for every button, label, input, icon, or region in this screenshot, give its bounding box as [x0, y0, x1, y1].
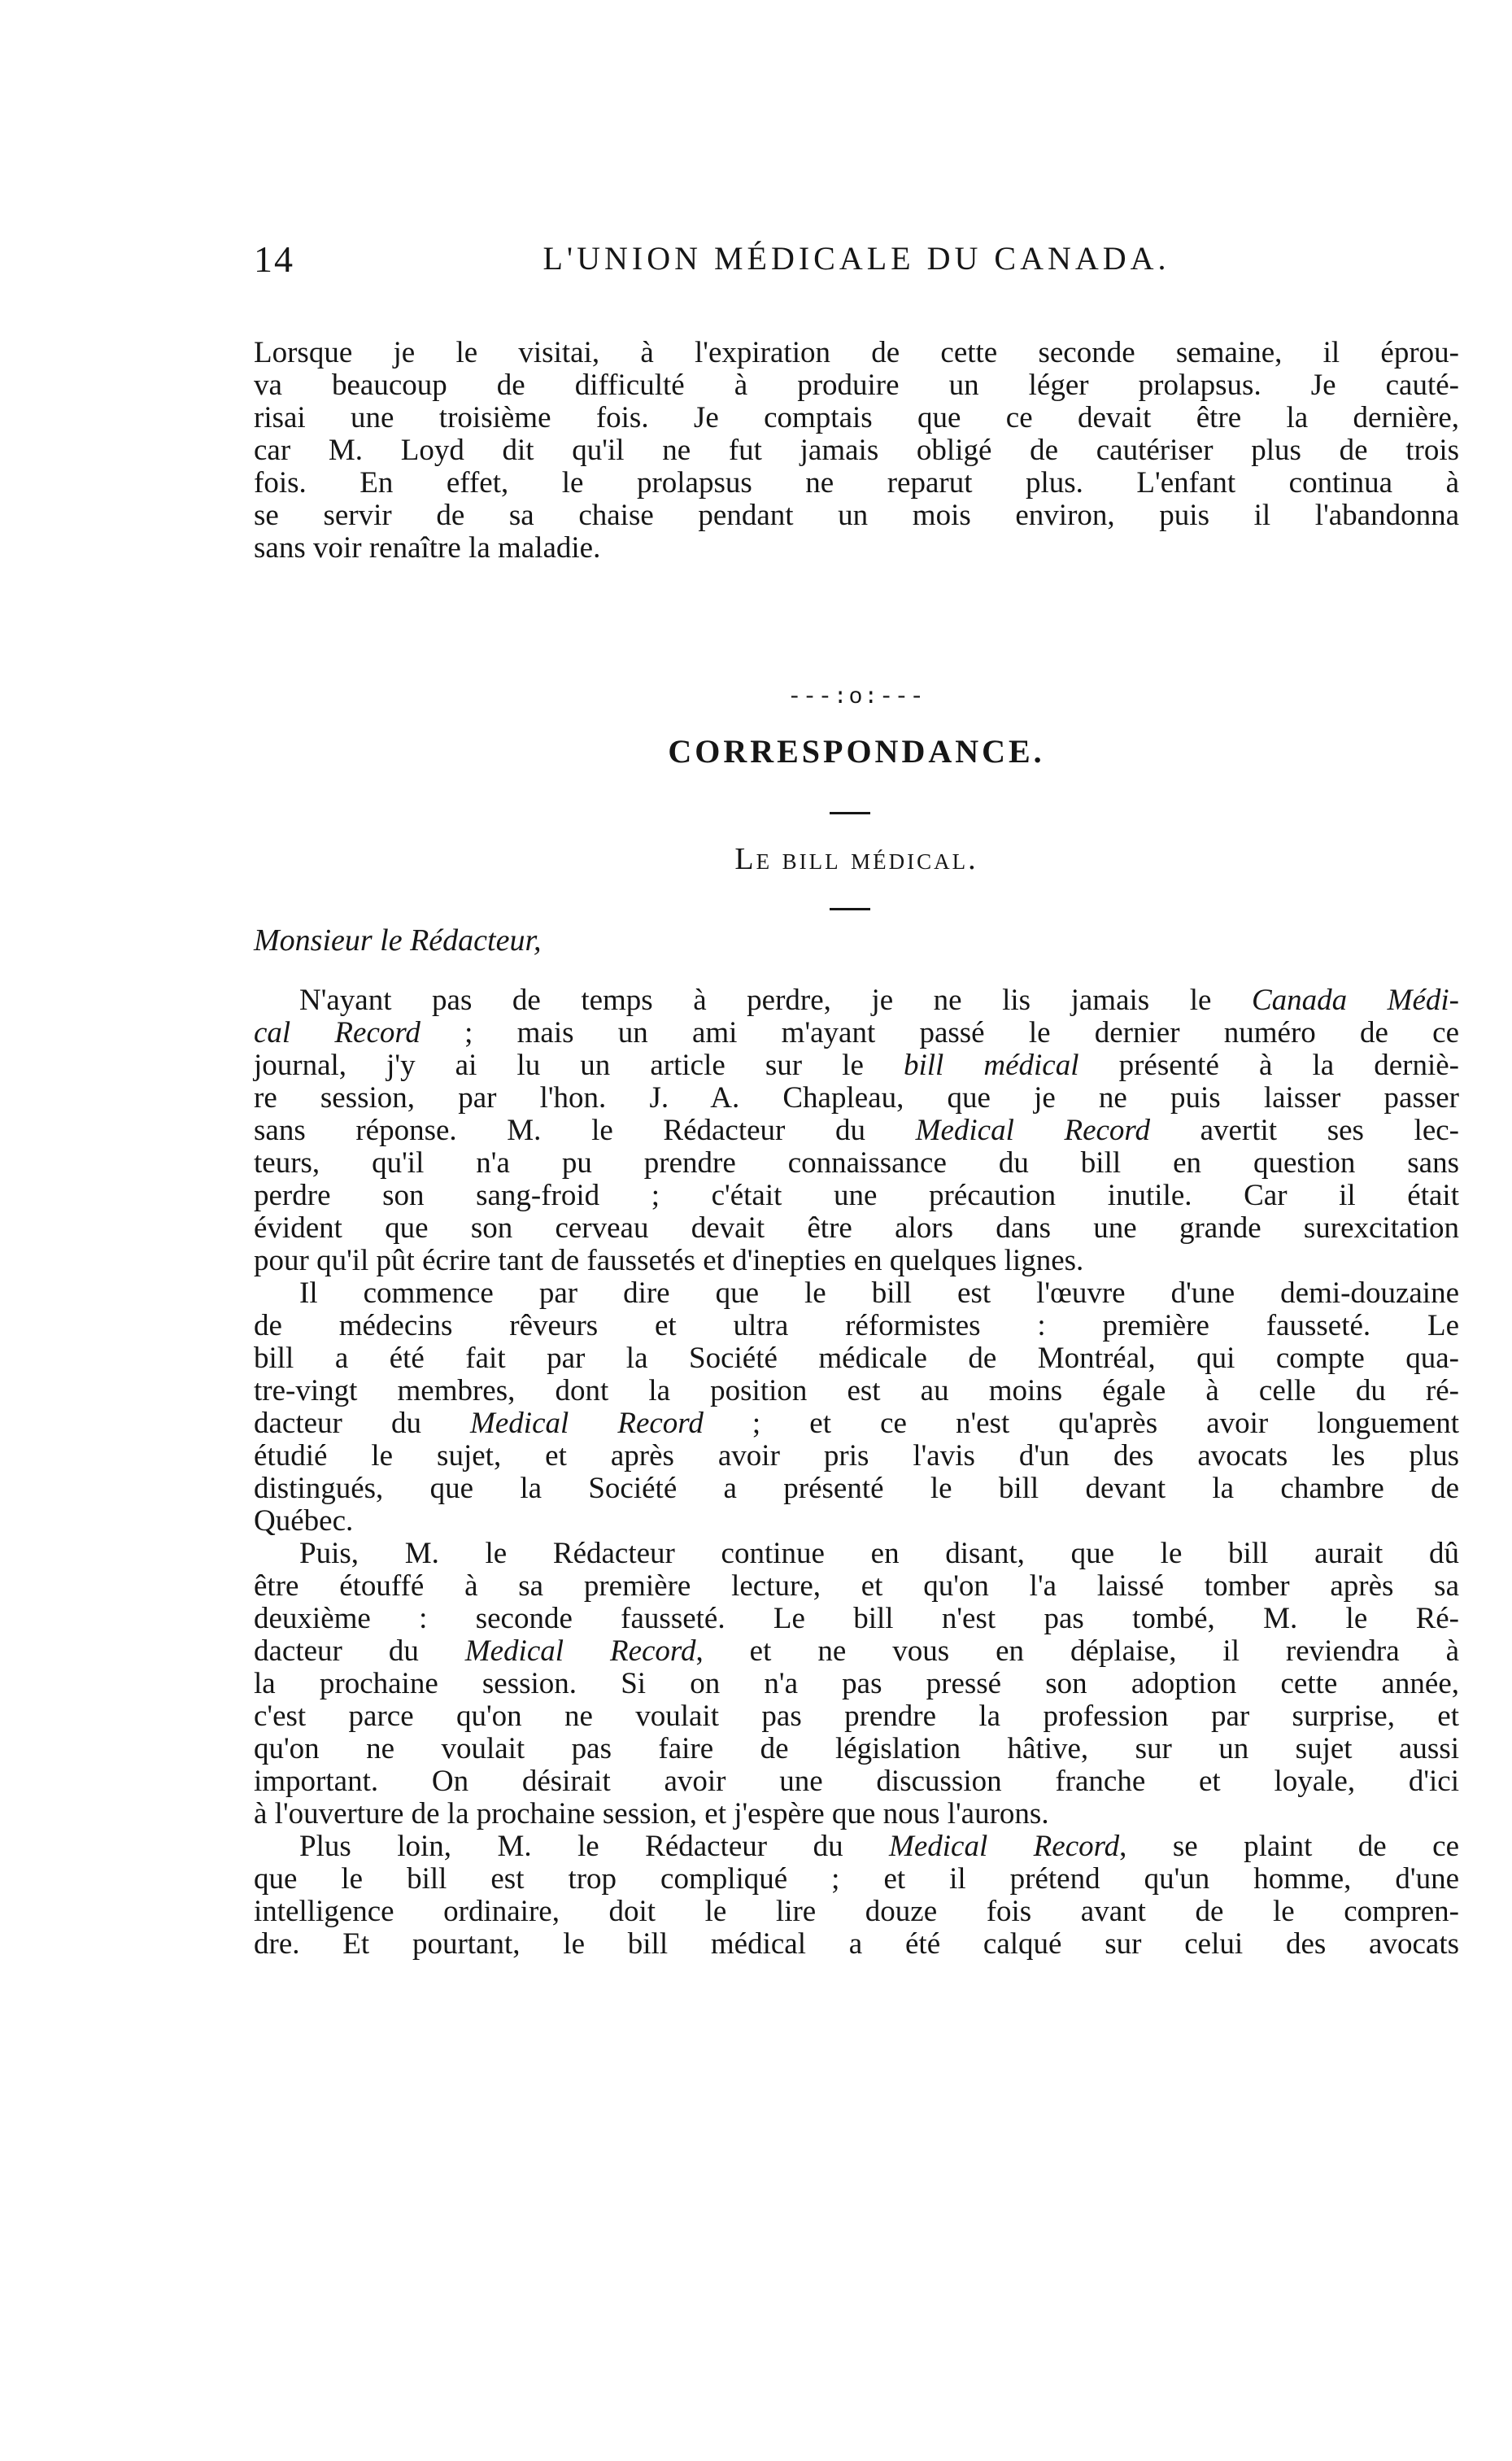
section-separator: ---:o:--- — [787, 685, 926, 710]
text-line — [254, 1505, 1459, 1538]
text-line — [254, 1668, 1459, 1700]
text-line: se servir de sa chaise pendant un mois environ, puis il l'abandonna — [254, 499, 1459, 532]
line-text: dacteur du — [254, 1634, 465, 1668]
text-line — [254, 1115, 1459, 1147]
text-line — [254, 1798, 1459, 1830]
text-line — [254, 1765, 1459, 1798]
letter-lines — [254, 984, 1459, 1961]
text-line — [254, 1017, 1459, 1049]
line-text: présenté à la derniè- — [1078, 1049, 1459, 1082]
italic-title: Medical Record — [470, 1407, 704, 1440]
text-line — [254, 1310, 1459, 1342]
line-text: Québec. — [254, 1504, 354, 1538]
line-text: tre-vingt membres, dont la position est au moins égale à celle du ré- — [254, 1374, 1459, 1407]
journal-title: L'UNION MÉDICALE DU CANADA. — [542, 240, 1170, 277]
line-text: , se plaint de ce — [1119, 1830, 1460, 1863]
text-line — [254, 1147, 1459, 1180]
line-text: à l'ouverture de la prochaine session, et j'espère que nous l'aurons. — [254, 1797, 1049, 1830]
text-line — [254, 1863, 1459, 1896]
text-line — [254, 1049, 1459, 1082]
text-line — [254, 1635, 1459, 1668]
text-line — [254, 1342, 1459, 1375]
section-title: CORRESPONDANCE. — [668, 733, 1045, 770]
line-text: perdre son sang-froid ; c'était une précaution inutile. Car il était — [254, 1179, 1459, 1212]
line-text: , et ne vous en déplaise, il reviendra à — [695, 1634, 1460, 1668]
italic-title: bill médical — [903, 1049, 1079, 1082]
text-line — [254, 984, 1459, 1017]
line-text: dre. Et pourtant, le bill médical a été calqué sur celui des avocats — [254, 1927, 1459, 1961]
line-text: N'ayant pas de temps à perdre, je ne lis jamais le — [299, 984, 1252, 1017]
italic-title: Canada Médi- — [1251, 984, 1459, 1017]
line-text: ; mais un ami m'ayant passé le dernier numéro de ce — [420, 1016, 1459, 1049]
letter-body — [254, 984, 1459, 1961]
line-text: bill a été fait par la Société médicale de Montréal, qui compte qua- — [254, 1342, 1459, 1375]
text-line — [254, 1928, 1459, 1961]
line-text: journal, j'y ai lu un article sur le — [254, 1049, 904, 1082]
page-number: 14 — [254, 238, 294, 280]
subtitle-rule — [830, 908, 870, 910]
line-text: pour qu'il pût écrire tant de faussetés et d'inepties en quelques lignes. — [254, 1244, 1084, 1277]
opening-paragraph — [254, 337, 1459, 565]
text-line — [254, 1473, 1459, 1505]
line-text: évident que son cerveau devait être alors dans une grande surexcitation — [254, 1211, 1459, 1245]
text-line — [254, 1082, 1459, 1115]
title-rule — [830, 812, 870, 814]
line-text: ; et ce n'est qu'après avoir longuement — [703, 1407, 1459, 1440]
text-line: fois. En effet, le prolapsus ne reparut plus. L'enfant continua à — [254, 466, 1459, 500]
text-line — [254, 1440, 1459, 1473]
text-line — [254, 1538, 1459, 1570]
text-line — [254, 1896, 1459, 1928]
text-line: car M. Loyd dit qu'il ne fut jamais obligé de cautériser plus de trois — [254, 434, 1459, 467]
text-line: Lorsque je le visitai, à l'expiration de cette seconde semaine, il éprou- — [254, 336, 1459, 369]
line-text: de médecins rêveurs et ultra réformistes : première fausseté. Le — [254, 1309, 1459, 1342]
line-text: Plus loin, M. le Rédacteur du — [299, 1830, 890, 1863]
text-line — [254, 1375, 1459, 1407]
text-line: risai une troisième fois. Je comptais que ce devait être la dernière, — [254, 401, 1459, 434]
text-line — [254, 1733, 1459, 1765]
line-text: la prochaine session. Si on n'a pas pressé son adoption cette année, — [254, 1667, 1459, 1700]
line-text: Il commence par dire que le bill est l'œuvre d'une demi-douzaine — [299, 1276, 1459, 1310]
line-text: Puis, M. le Rédacteur continue en disant, que le bill aurait dû — [299, 1537, 1459, 1570]
line-text: re session, par l'hon. J. A. Chapleau, que je ne puis laisser passer — [254, 1081, 1459, 1115]
line-text: teurs, qu'il n'a pu prendre connaissance du bill en question sans — [254, 1146, 1459, 1180]
article-subtitle — [254, 841, 1459, 877]
running-head — [254, 238, 1459, 286]
text-line — [254, 1180, 1459, 1212]
text-line — [254, 1830, 1459, 1863]
line-text: sans réponse. M. le Rédacteur du — [254, 1114, 916, 1147]
line-text: deuxième : seconde fausseté. Le bill n'est pas tombé, M. le Ré- — [254, 1602, 1459, 1635]
text-line — [254, 1570, 1459, 1603]
line-text: étudié le sujet, et après avoir pris l'avis d'un des avocats les plus — [254, 1439, 1459, 1473]
text-line — [254, 1603, 1459, 1635]
italic-title: cal Record — [254, 1016, 420, 1049]
article-subtitle-text: Le bill médical. — [734, 842, 978, 876]
text-line — [254, 1407, 1459, 1440]
text-line: sans voir renaître la maladie. — [254, 531, 601, 565]
text-line — [254, 1700, 1459, 1733]
line-text: intelligence ordinaire, doit le lire douze fois avant de le compren- — [254, 1895, 1459, 1928]
text-line — [254, 1245, 1459, 1277]
italic-title: Medical Record — [889, 1830, 1120, 1863]
line-text: c'est parce qu'on ne voulait pas prendre la profession par surprise, et — [254, 1700, 1459, 1733]
italic-title: Medical Record — [464, 1634, 696, 1668]
line-text: être étouffé à sa première lecture, et qu'on l'a laissé tomber après sa — [254, 1569, 1459, 1603]
line-text: avertit ses lec- — [1149, 1114, 1460, 1147]
text-line — [254, 1277, 1459, 1310]
line-text: dacteur du — [254, 1407, 471, 1440]
text-line: va beaucoup de difficulté à produire un léger prolapsus. Je cauté- — [254, 369, 1459, 402]
line-text: qu'on ne voulait pas faire de législation hâtive, sur un sujet aussi — [254, 1732, 1459, 1765]
line-text: distingués, que la Société a présenté le bill devant la chambre de — [254, 1472, 1459, 1505]
line-text: important. On désirait avoir une discussion franche et loyale, d'ici — [254, 1765, 1459, 1798]
line-text: que le bill est trop compliqué ; et il prétend qu'un homme, d'une — [254, 1862, 1459, 1896]
salutation: Monsieur le Rédacteur, — [254, 923, 542, 958]
text-line — [254, 1212, 1459, 1245]
italic-title: Medical Record — [915, 1114, 1150, 1147]
